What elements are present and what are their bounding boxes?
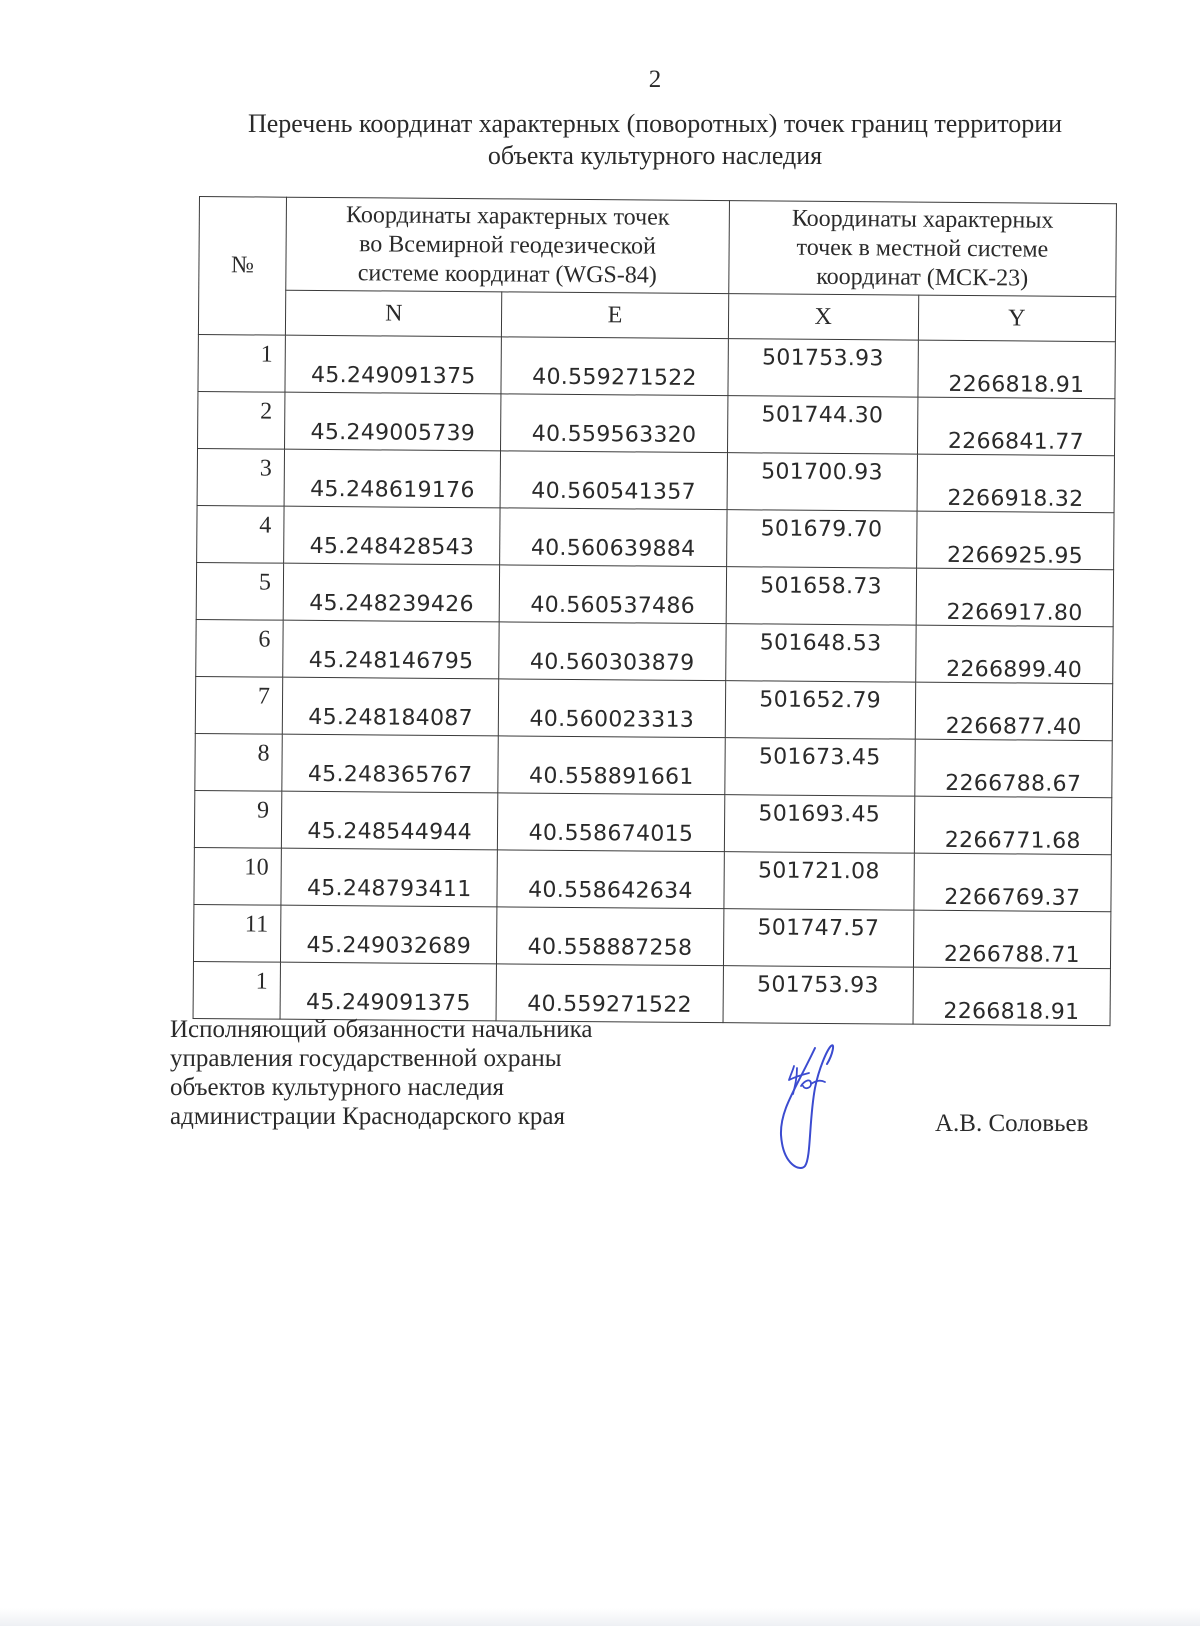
table-row bbox=[196, 619, 1113, 683]
signer-name: А.В. Соловьев bbox=[935, 1110, 1089, 1137]
cell-y: 2266918.32 bbox=[917, 454, 1115, 513]
cell-y: 2266769.37 bbox=[914, 853, 1112, 912]
cell-number: 8 bbox=[195, 733, 283, 791]
signer-position-line: управления государственной охраны bbox=[170, 1045, 562, 1072]
header-wgs84-line: Координаты характерных точек bbox=[345, 201, 670, 231]
cell-x: 501753.93 bbox=[728, 339, 918, 397]
table-row bbox=[198, 391, 1115, 455]
cell-n: 45.248365767 bbox=[282, 734, 498, 793]
cell-y: 2266788.71 bbox=[913, 910, 1111, 969]
cell-n: 45.248619176 bbox=[284, 449, 500, 508]
cell-e: 40.560639884 bbox=[500, 508, 727, 567]
cell-n: 45.249032689 bbox=[281, 905, 497, 964]
cell-y: 2266788.67 bbox=[914, 739, 1112, 798]
signer-position-line: Исполняющий обязанности начальника bbox=[170, 1016, 593, 1043]
cell-x: 501700.93 bbox=[727, 453, 917, 511]
cell-x: 501679.70 bbox=[726, 510, 916, 568]
cell-number: 2 bbox=[198, 391, 286, 449]
cell-number: 11 bbox=[193, 904, 281, 962]
cell-n: 45.248239426 bbox=[283, 563, 499, 622]
cell-e: 40.558891661 bbox=[498, 736, 725, 795]
table-row bbox=[195, 733, 1112, 797]
table-row bbox=[197, 448, 1114, 512]
cell-e: 40.559563320 bbox=[501, 394, 728, 453]
cell-number: 3 bbox=[197, 448, 285, 506]
header-number: № bbox=[198, 197, 286, 336]
cell-y: 2266818.91 bbox=[913, 967, 1111, 1026]
table-row bbox=[196, 562, 1113, 626]
signer-position-line: администрации Краснодарского края bbox=[170, 1103, 566, 1130]
cell-e: 40.560303879 bbox=[499, 622, 726, 681]
cell-y: 2266899.40 bbox=[915, 625, 1113, 684]
header-x: X bbox=[728, 294, 918, 340]
table-row bbox=[194, 790, 1111, 854]
scan-edge bbox=[0, 1608, 1200, 1626]
header-msk23-line: координат (МСК-23) bbox=[816, 263, 1029, 292]
document-title bbox=[200, 108, 1110, 172]
cell-x: 501753.93 bbox=[723, 966, 913, 1024]
cell-number: 9 bbox=[194, 790, 282, 848]
header-e: E bbox=[502, 292, 729, 339]
cell-e: 40.559271522 bbox=[496, 964, 723, 1023]
cell-n: 45.248146795 bbox=[283, 620, 499, 679]
header-wgs84-line: системе координат (WGS-84) bbox=[357, 259, 657, 289]
cell-y: 2266841.77 bbox=[917, 397, 1115, 456]
table-row bbox=[197, 505, 1114, 569]
header-y: Y bbox=[918, 295, 1116, 342]
table-row bbox=[193, 904, 1110, 968]
cell-y: 2266818.91 bbox=[918, 340, 1116, 399]
coordinates-table-body bbox=[193, 334, 1115, 1025]
cell-x: 501648.53 bbox=[725, 624, 915, 682]
cell-number: 1 bbox=[193, 961, 281, 1019]
title-line-1: Перечень координат характерных (поворотных) точек границ территории bbox=[247, 109, 1063, 138]
title-line-2: объекта культурного наследия bbox=[487, 141, 823, 170]
cell-e: 40.560023313 bbox=[498, 679, 725, 738]
cell-number: 10 bbox=[194, 847, 282, 905]
cell-y: 2266877.40 bbox=[915, 682, 1113, 741]
cell-y: 2266771.68 bbox=[914, 796, 1112, 855]
cell-e: 40.558887258 bbox=[497, 907, 724, 966]
cell-x: 501658.73 bbox=[726, 567, 916, 625]
cell-number: 7 bbox=[195, 676, 283, 734]
cell-n: 45.248544944 bbox=[282, 791, 498, 850]
header-wgs84-line: во Всемирной геодезической bbox=[359, 230, 656, 260]
cell-x: 501693.45 bbox=[724, 795, 914, 853]
header-n: N bbox=[286, 290, 502, 337]
header-msk23-line: Координаты характерных bbox=[791, 205, 1054, 234]
table-row bbox=[194, 847, 1111, 911]
cell-e: 40.560537486 bbox=[499, 565, 726, 624]
cell-e: 40.560541357 bbox=[500, 451, 727, 510]
signer-position bbox=[170, 1015, 592, 1131]
coordinates-table bbox=[193, 196, 1117, 1026]
cell-number: 6 bbox=[196, 619, 284, 677]
header-msk23-group bbox=[728, 201, 1116, 297]
cell-e: 40.558642634 bbox=[497, 850, 724, 909]
cell-n: 45.248184087 bbox=[282, 677, 498, 736]
cell-x: 501652.79 bbox=[725, 681, 915, 739]
handwritten-signature bbox=[775, 1040, 855, 1180]
cell-n: 45.249091375 bbox=[280, 962, 496, 1021]
cell-x: 501721.08 bbox=[724, 852, 914, 910]
cell-e: 40.559271522 bbox=[501, 337, 728, 396]
cell-y: 2266925.95 bbox=[916, 511, 1114, 570]
cell-n: 45.249005739 bbox=[285, 392, 501, 451]
cell-n: 45.248793411 bbox=[281, 848, 497, 907]
cell-x: 501747.57 bbox=[723, 909, 913, 967]
cell-y: 2266917.80 bbox=[916, 568, 1114, 627]
table-row bbox=[198, 334, 1115, 398]
header-msk23-line: точек в местной системе bbox=[796, 234, 1049, 263]
page-number: 2 bbox=[648, 66, 662, 93]
cell-n: 45.248428543 bbox=[284, 506, 500, 565]
cell-x: 501744.30 bbox=[727, 396, 917, 454]
cell-n: 45.249091375 bbox=[285, 335, 501, 394]
cell-x: 501673.45 bbox=[724, 738, 914, 796]
table-row bbox=[195, 676, 1112, 740]
cell-e: 40.558674015 bbox=[498, 793, 725, 852]
cell-number: 5 bbox=[196, 562, 284, 620]
header-wgs84-group bbox=[286, 197, 729, 293]
cell-number: 4 bbox=[197, 505, 285, 563]
cell-number: 1 bbox=[198, 334, 286, 392]
signer-position-line: объектов культурного наследия bbox=[170, 1074, 504, 1101]
